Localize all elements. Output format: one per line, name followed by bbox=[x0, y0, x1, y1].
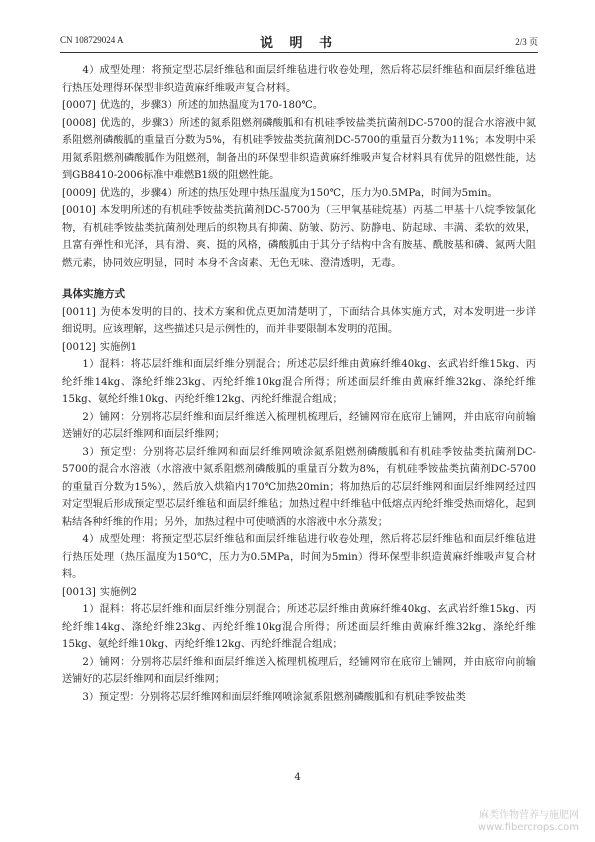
paragraph-number: [0009] bbox=[62, 187, 96, 199]
paragraph-text: 优选的，步骤3）所述的氮系阻燃剂磷酸胍和有机硅季铵盐类抗菌剂DC-5700的混合水溶液中氮系阻燃剂磷酸胍的重量百分数为5%，有机硅季铵盐类抗菌剂DC-5700的重量百分数为11%；本发明中采用氮系阻燃剂磷酸胍作为阻燃剂，制备出的环保型非织造黄麻纤维吸声复合材料具有优异的阻燃性能，达到GB8410-2006标准中难燃B1级的阻燃性能。 bbox=[62, 117, 536, 181]
paragraph-number: [0010] bbox=[62, 205, 96, 216]
paragraph-text: 3）预定型：分别将芯层纤维网和面层纤维网喷涂氮系阻燃剂磷酸胍和有机硅季铵盐类 bbox=[82, 691, 466, 703]
section-heading: 具体实施方式 bbox=[62, 288, 125, 300]
page-header bbox=[60, 32, 538, 50]
watermark bbox=[478, 810, 579, 834]
paragraph-text: 优选的，步骤4）所述的热压处理中热压温度为150℃，压力为0.5MPa，时间为5min。 bbox=[99, 187, 498, 199]
paragraph-0008 bbox=[62, 115, 536, 185]
paragraph-text: 4）成型处理：将预定型芯层纤维毡和面层纤维毡进行收卷处理，然后将芯层纤维毡和面层纤维毡进行热压处理（热压温度为150℃，压力为0.5MPa，时间为5min）得环保型非织造黄麻纤维吸声复合材料。 bbox=[62, 534, 536, 580]
paragraph bbox=[62, 444, 536, 532]
paragraph-text: 2）铺网：分别将芯层纤维和面层纤维送入梳理机梳理后，经铺网帘在底帘上铺网，并由底帘向前输送铺好的芯层纤维网和面层纤维网； bbox=[62, 411, 536, 440]
paragraph-text: 本发明所述的有机硅季铵盐类抗菌剂DC-5700为（三甲氧基硅烷基）丙基二甲基十八烷季铵氯化物，有机硅季铵盐类抗菌剂处理后的织物具有抑菌、防皱、防污、防静电、防起球、丰满、柔软的效果，且富有弹性和光泽，具有滑、爽、挺的风格，磷酸胍由于其分子结构中含有胺基、酰胺基和磷、氮两大阻燃元素，协同效应明显，同时 本身不含卤素、无色无味、澄清透明，无毒。 bbox=[62, 205, 536, 269]
paragraph-0007 bbox=[62, 97, 536, 115]
document-title: 说 明 书 bbox=[259, 36, 339, 51]
paragraph-text: 为使本发明的目的、技术方案和优点更加清楚明了，下面结合具体实施方式，对本发明进一步详细说明。应该理解，这些描述只是示例性的，而并非要限制本发明的范围。 bbox=[62, 306, 536, 335]
paragraph-number: [0013] bbox=[62, 586, 96, 598]
page-number: 4 bbox=[294, 772, 301, 783]
paragraph-number: [0007] bbox=[62, 100, 96, 111]
paragraph-text: 实施例1 bbox=[99, 341, 137, 353]
watermark-line-1: 麻类作物营养与施肥网 bbox=[479, 810, 579, 821]
paragraph-text: 2）铺网：分别将芯层纤维和面层纤维送入梳理机梳理后，经铺网帘在底帘上铺网，并由底帘向前输送铺好的芯层纤维网和面层纤维网； bbox=[62, 656, 536, 685]
page-of-indicator: 2/3 页 bbox=[515, 37, 538, 47]
header-rule bbox=[60, 52, 538, 53]
paragraph bbox=[62, 356, 536, 409]
paragraph bbox=[62, 62, 536, 97]
paragraph-number: [0012] bbox=[62, 341, 96, 353]
paragraph bbox=[62, 689, 536, 707]
paragraph-text: 4）成型处理：将预定型芯层纤维毡和面层纤维毡进行收卷处理，然后将芯层纤维毡和面层纤维毡进行热压处理得环保型非织造黄麻纤维吸声复合材料。 bbox=[62, 65, 536, 94]
document-body bbox=[62, 62, 536, 706]
document-id: CN 108729024 A bbox=[60, 35, 124, 45]
paragraph-0012 bbox=[62, 339, 536, 357]
paragraph-0010 bbox=[62, 202, 536, 272]
paragraph-text: 优选的，步骤3）所述的加热温度为170-180℃。 bbox=[99, 100, 324, 111]
paragraph-number: [0008] bbox=[62, 117, 96, 129]
paragraph-number: [0011] bbox=[62, 306, 96, 318]
paragraph-0013 bbox=[62, 584, 536, 602]
paragraph-0011 bbox=[62, 304, 536, 339]
paragraph bbox=[62, 654, 536, 689]
paragraph-text: 1）混料：将芯层纤维和面层纤维分别混合；所述芯层纤维由黄麻纤维40kg、玄武岩纤维15kg、丙纶纤维14kg、涤纶纤维23kg、丙纶纤维10kg混合所得；所述面层纤维由黄麻纤维32kg、涤纶纤维15kg、氨纶纤维10kg、丙纶纤维12kg、丙纶纤维混合组成； bbox=[62, 604, 536, 650]
watermark-line-2: www.fibercrops.com bbox=[477, 822, 579, 833]
paragraph-0009 bbox=[62, 185, 536, 203]
paragraph bbox=[62, 601, 536, 654]
paragraph bbox=[62, 409, 536, 444]
paragraph-text: 实施例2 bbox=[99, 586, 137, 598]
paragraph-text: 3）预定型：分别将芯层纤维网和面层纤维网喷涂氮系阻燃剂磷酸胍和有机硅季铵盐类抗菌剂DC-5700的混合水溶液（水溶液中氮系阻燃剂磷酸胍的重量百分数为8%，有机硅季铵盐类抗菌剂DC-5700的重量百分数为15%），然后放入烘箱内170℃加热20min；将加热后的芯层纤维网和面层纤维网经过四对定型辊后形成预定型芯层纤维毡和面层纤维毡；加热过程中纤维毡中低熔点丙纶纤维受热而熔化，起到粘结各种纤维的作用；另外，加热过程中可使喷洒的水溶液中水分蒸发； bbox=[62, 446, 536, 528]
paragraph-text: 1）混料：将芯层纤维和面层纤维分别混合；所述芯层纤维由黄麻纤维40kg、玄武岩纤维15kg、丙纶纤维14kg、涤纶纤维23kg、丙纶纤维10kg混合所得；所述面层纤维由黄麻纤维32kg、涤纶纤维15kg、氨纶纤维10kg、丙纶纤维12kg、丙纶纤维混合组成； bbox=[62, 359, 536, 405]
paragraph bbox=[62, 531, 536, 584]
